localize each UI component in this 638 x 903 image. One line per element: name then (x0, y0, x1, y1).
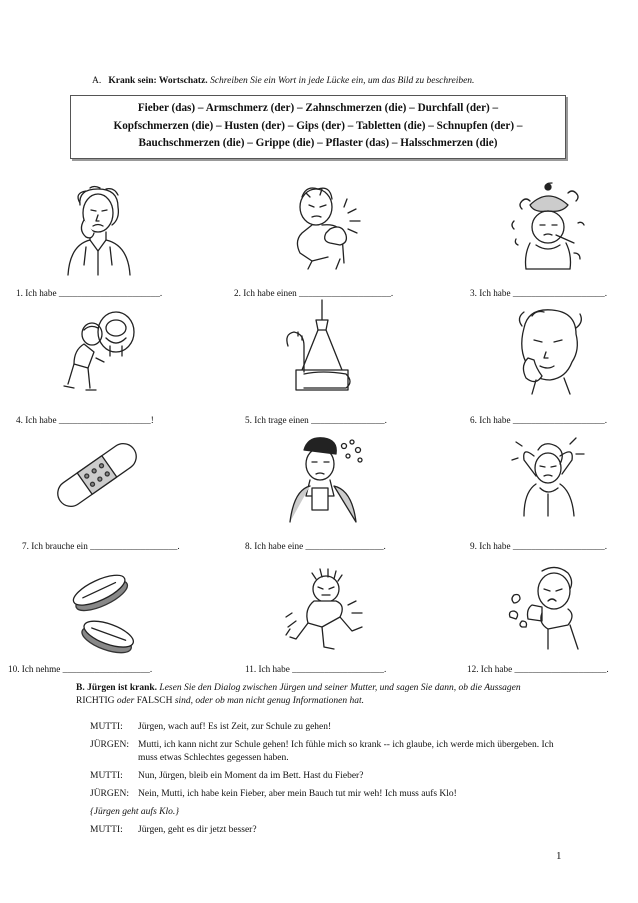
bandage-icon (48, 440, 146, 510)
word-bank-line-1: Fieber (das) – Armschmerz (der) – Zahnschmerzen (die) – Durchfall (der) – (137, 102, 499, 114)
fever-flu-icon (508, 183, 588, 269)
pills-icon (62, 570, 138, 660)
item-1-caption: 1. Ich habe ______________________. (16, 288, 163, 298)
dialog-text: Nun, Jürgen, bleib ein Moment da im Bett. Hast du Fieber? (138, 770, 364, 781)
task-a-heading (92, 76, 474, 86)
task-b-heading (76, 682, 556, 708)
page-number: 1 (556, 850, 562, 862)
item-7-caption: 7. Ich brauche ein ___________________. (22, 541, 180, 551)
dialog-line (90, 721, 560, 734)
word-bank-line-2: Kopfschmerzen (die) – Husten (der) – Gips (der) – Tabletten (die) – Schnupfen (der) – (113, 119, 523, 132)
task-a-instruction: Schreiben Sie ein Wort in jede Lücke ein, um das Bild zu beschreiben. (210, 76, 475, 86)
dialog-text: Jürgen, wach auf! Es ist Zeit, zur Schule zu gehen! (138, 722, 332, 732)
sick-man-icon (60, 185, 140, 275)
word-bank-line-3: Bauchschmerzen (die) – Grippe (die) – Pflaster (das) – Halsschmerzen (die) (138, 137, 498, 149)
headache-icon (510, 436, 588, 522)
stomach-ache-icon (286, 565, 370, 651)
dialog-speaker: JÜRGEN: (90, 788, 130, 799)
dialog-text: Mutti, ich kann nicht zur Schule gehen! Ich fühle mich so krank -- ich glaube, ich werde mich übergeben. Ich muss etwas Schlechtes gegessen haben. (138, 740, 554, 763)
cast-icon (282, 300, 362, 394)
dialog-speaker: MUTTI: (90, 770, 123, 781)
task-a-letter: A. (92, 76, 102, 86)
dialog-line (90, 788, 560, 801)
dialog-speaker: MUTTI: (90, 824, 123, 835)
task-b-instruction-2: sind, oder ob man nicht genug Informationen hat. (174, 696, 365, 706)
item-5-caption: 5. Ich trage einen ________________. (245, 415, 387, 425)
item-9-caption: 9. Ich habe ____________________. (470, 541, 608, 551)
item-6-caption: 6. Ich habe ____________________. (470, 415, 608, 425)
task-b-richtig: RICHTIG (76, 696, 115, 706)
dialog-line (90, 770, 560, 783)
dialog-text: Jürgen, geht es dir jetzt besser? (138, 824, 257, 835)
item-10-caption: 10. Ich nehme ___________________. (8, 664, 153, 674)
toothache-icon (506, 308, 588, 394)
sneezing-icon (286, 436, 370, 522)
item-12-caption: 12. Ich habe ____________________. (467, 664, 609, 674)
task-b-falsch: FALSCH (136, 696, 173, 706)
dialog-text: Nein, Mutti, ich habe kein Fieber, aber mein Bauch tut mir weh! Ich muss aufs Klo! (138, 788, 457, 799)
task-b-oder: oder (116, 696, 135, 706)
word-bank (70, 95, 566, 159)
dialog-stage-direction: {Jürgen geht aufs Klo.} (90, 806, 180, 817)
dialog-speaker: MUTTI: (90, 722, 123, 732)
item-8-caption: 8. Ich habe eine _________________. (245, 541, 386, 551)
item-11-caption: 11. Ich habe ____________________. (245, 664, 387, 674)
dialog-line (90, 824, 560, 837)
dialog (90, 721, 560, 842)
item-3-caption: 3. Ich habe ____________________. (470, 288, 608, 298)
cough-icon (508, 565, 590, 649)
item-2-caption: 2. Ich habe einen ____________________. (234, 288, 394, 298)
task-b-instruction-1: Lesen Sie den Dialog zwischen Jürgen und seiner Mutter, und sagen Sie dann, ob die Aussagen (159, 683, 521, 693)
arm-pain-icon (282, 183, 364, 269)
dialog-speaker: JÜRGEN: (90, 740, 130, 750)
diarrhea-icon (60, 308, 138, 394)
item-4-caption: 4. Ich habe ____________________! (16, 415, 154, 425)
dialog-line (90, 739, 560, 764)
task-a-title: Krank sein: Wortschatz. (108, 76, 208, 86)
task-b-title: B. Jürgen ist krank. (76, 683, 158, 693)
